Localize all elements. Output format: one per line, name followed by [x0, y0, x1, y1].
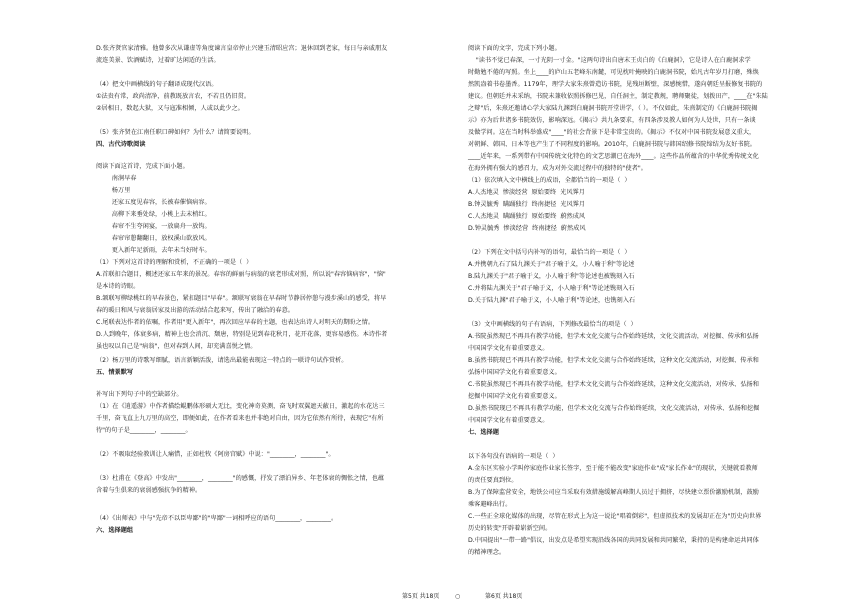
- text-line: 春的暖日和风与衰翁居家及出游的活动结合起来写，传出了融洽的春意。: [96, 307, 294, 314]
- text-line: D.人到晚年，体衰多病，精神上也会消沉、颓唐，特别是见到春花秋月，花开花落，更容易感伤。本诗作者: [96, 331, 388, 338]
- text-line: 含着与生俱来的衰弱感强抗争的精神。: [96, 487, 202, 494]
- section-heading: 七、选择题: [468, 429, 499, 436]
- page-number-right: 第6页 共18页: [485, 593, 523, 600]
- text-line: D.虽然书院现已不再具有教学功能，但学术文化交流与合作始终延续，文化交流活动，对传承、弘扬和挖掘: [468, 405, 760, 412]
- text-line: 南涧早春: [96, 175, 137, 182]
- text-line: （2）下列在文中括号内补写的语句，最恰当的一项是（ ）: [468, 249, 631, 256]
- text-line: 然凯盎着书卷墨香。1179年，理学大家朱熹曾造访书院，见残垣断壁，深感惋惜，遂向朝廷呈报修复书院的: [468, 81, 763, 88]
- section-heading: 六、选择题组: [96, 527, 134, 534]
- text-line: 时勤勉不倦的写照。坐上____的庐山五老峰东南麓，可见枕叶掩映的白鹿洞书院，始凡古年岁月打磨，殊焕: [468, 69, 759, 76]
- text-line: 以下各句没有语病的一项是（ ）: [468, 453, 559, 460]
- text-line: ____近年来，一系列带有中国传统文化特色的文艺思潮已在海外____。这些作品所蕴含的中华优秀传统文化: [468, 153, 759, 160]
- text-line: 乘客避峰出行。: [468, 501, 512, 508]
- text-line: 还家五度见春容，长被春催恼病容。: [96, 199, 211, 206]
- text-line: 历史的转变"开辟着崭新空间。: [468, 525, 552, 532]
- text-line: 的责任要真到位。: [468, 477, 518, 484]
- text-line: D.关于陆九渊"君子喻于义，小人喻于利"等论述，也镌刻入石: [468, 297, 636, 304]
- text-line: （2）不吸取经验教训让人痛惜，正如杜牧《阿房宫赋》中说："________，________"。: [96, 451, 335, 458]
- text-line: C.并将陆九渊关于"君子喻于义，小人喻于利"等论述镌刻入石: [468, 285, 635, 292]
- text-line: C.一些正全球化媒体的出现，尽管在形式上为这一说论"唱着倒彩"，但虚拟技术的发展却正在为"历史向世界: [468, 513, 762, 520]
- text-line: （3）杜甫在《登高》中发出"________，________"的感慨，抒发了漂泊异乡、年老体衰的惆怅之情，也蕴: [96, 475, 385, 482]
- text-line: 杨万里: [96, 187, 131, 194]
- text-line: （1）下列对这首诗的理解和赏析，不正确的一项是（ ）: [96, 259, 253, 266]
- text-line: B.虽然书院现已不再具有教学功能，但学术文化交流与合作始终延续，这种文化交流活动，对挖掘、传承和: [468, 357, 759, 364]
- text-line: （2）杨万里的诗歌写细腻，语言新颖活泼，请选出最能表现这一特点的一联诗句试作赏析。: [96, 357, 348, 364]
- page-number-left: 第5页 共18页: [402, 593, 440, 600]
- text-line: 的精神理念。: [468, 549, 506, 556]
- text-line: 建议。但朝廷并未采纳，书院未兼收依照拆修巴见，自任洞主，制定教规，聘师聚徒，划拨田产，____在"朱陆: [468, 93, 768, 100]
- text-line: A.金东区实验小学叫停家庭作业家长签字，至于能不能改变"家庭作业"成"家长作业"的现状，关键就看教师: [468, 465, 758, 472]
- text-line: 示》亦为后世诸多书院效仿，影响深远。《揭示》共九条要求，有四条涉及教人如何为人处世，只有一条谈: [468, 117, 756, 124]
- text-line: C.尾联表达作者的依嘱，作者用"更入新年"，再次回应早春的主题，也表达出诗人对明天的期盼之情。: [96, 319, 375, 326]
- text-line: 中国国学文化有着重要意义。: [468, 417, 549, 424]
- text-line: 及做学问。这在当时科举盛成"____"的社会背景下是非常宝贵的。《揭示》不仅对中国书院发展意义重大，: [468, 129, 756, 136]
- text-line: 之辩"后，朱熹还邀请心学大家陆九渊到白鹿洞书院开堂讲学，（ ）。不仅如此，朱熹制定的《白鹿洞书院揭: [468, 105, 758, 112]
- text-line: 是本诗的诗眼。: [96, 283, 140, 290]
- text-line: 虽也叹以自己是"病翁"，但对春到人间，却充满喜悦之情。: [96, 343, 257, 350]
- text-line: 阅读下面这首诗，完成下面小题。: [96, 163, 189, 170]
- text-line: B.为了保障监营安全，地铁公司应当采取有效措施缓解高峰期人员过于拥挤，尽快建立票价激励机制，鼓励: [468, 489, 759, 496]
- text-line: B.钟灵毓秀 瞒踊独行 终南捷径 光风霁月: [468, 201, 586, 208]
- text-line: C.人杰地灵 瞒踊独行 原始要终 蔚然成风: [468, 213, 586, 220]
- text-line: （1）在《逍遥游》中作者描绘鲲鹏体形硕大无比，变化神奇莫测，奋飞时双翼遮天蔽日，激起的水花达三: [96, 403, 385, 410]
- text-line: 更入新年足新雨，去年未当好时车。: [96, 247, 211, 254]
- text-line: 补写出下列句子中的空缺部分。: [96, 391, 183, 398]
- text-line: "读书不觉已春深，一寸光阴一寸金。"这两句诗出自唐末王贞白的《白鹿洞》，它是诗人在白鹿洞求学: [468, 57, 751, 64]
- text-line: （4）把文中画横线的句子翻译成现代汉语。: [96, 81, 218, 88]
- text-line: 挖掘中国国学文化有着重要意义。: [468, 393, 561, 400]
- text-line: 流连美景、饮酒赋诗，过着旷达闲适的生活。: [96, 57, 220, 64]
- text-line: C.书院虽然现已不再具有教学功能，但学术文化交流与合作始终延续，这种文化交流活动，对传承、弘扬和: [468, 381, 759, 388]
- text-line: D.张齐贤官家清雅。他曾多次从谦虚等角度谏言皇帝停止兴建玉清昭应宫；退休回到老家，每日与亲戚朋友: [96, 45, 388, 52]
- section-heading: 四、古代诗歌阅读: [96, 141, 146, 148]
- text-line: （3）文中画横线的句子有语病，下列修改最恰当的项是（ ）: [468, 321, 637, 328]
- text-line: 春帘不生夸闲宴，一放扁舟一放钩。: [96, 223, 211, 230]
- text-line: B.颔联写柳绿桃红的早春景色，紧扣题目"早春"。颔联写衰翁在早春时节静居停憩与漫步溪山的感受，将早: [96, 295, 387, 302]
- text-line: A.并携朝九石了陆九渊关于"君子喻于义，小人喻于利"等论述: [468, 261, 635, 268]
- text-line: 待"的句子是________，________。: [96, 427, 192, 434]
- text-line: 阅读下面的文字，完成下列小题。: [468, 45, 561, 52]
- text-line: ①法贵有常，政尚清净，前教既放言农，不若且仍旧贯。: [96, 93, 251, 100]
- text-line: 千里，奋飞直上九万里的高空，即便如此，在作者看来也并非绝对自由，因为它依然有所待，表现它"有所: [96, 415, 384, 422]
- text-line: （5）张齐贤在江南任职口碑如何？为什么？请简要说明。: [96, 129, 255, 136]
- text-line: 春帘帘憩翻翻日，放权溪山欲放风。: [96, 235, 211, 242]
- text-line: B.陆九渊关于"君子喻于义，小人喻于利"等论述也被镌刻入石: [468, 273, 635, 280]
- text-line: （4）《出师表》中与"先帝不以臣卑鄙"的"卑鄙"一词相呼应的语句________，________。: [96, 515, 338, 522]
- text-line: ②居相日，数起大狱，又与寇准相倾，人或以此少之。: [96, 105, 244, 112]
- page-separator: ○: [455, 593, 461, 600]
- text-line: 高柳下来垂处绿，小桃上去末梢红。: [96, 211, 211, 218]
- text-line: 对朝鲜、韩国、日本等也产生了不同程度的影响。2010年，白鹿洞书院与韩国绍修书院缔结为友好书院。: [468, 141, 756, 148]
- text-line: D.中国提出"一带一路"倡议，出发点是希望实现沿线各国的共同发展和共同繁荣，秉持的是构建命运共同体: [468, 537, 759, 544]
- section-heading: 五、情景默写: [96, 369, 134, 376]
- text-line: 中国国学文化有着重要意义。: [468, 345, 549, 352]
- text-line: A.人杰地灵 惨淡经营 原始要终 光风霁月: [468, 189, 585, 196]
- text-line: （1）依次填入文中横线上的成语，全都恰当的一项是（ ）: [468, 177, 631, 184]
- text-line: 弘扬中国国学文化有着重要意义。: [468, 369, 561, 376]
- text-line: 在海外拥有强大的感召力，成为对外交流过程中的独特的"使者"。: [468, 165, 647, 172]
- text-line: D.钟灵毓秀 惨淡经营 终南捷径 蔚然成风: [468, 225, 586, 232]
- text-line: A.首联扣合题目，概述还家五年来的景况。春容的鲜丽与病翁的衰老形成对照，所以说"春容恼病容"，"恼": [96, 271, 386, 278]
- text-line: A.书院虽然现已不再具有教学功能，但学术文化交流与合作始终延续，文化交流活动，对挖掘、传承和弘扬: [468, 333, 759, 340]
